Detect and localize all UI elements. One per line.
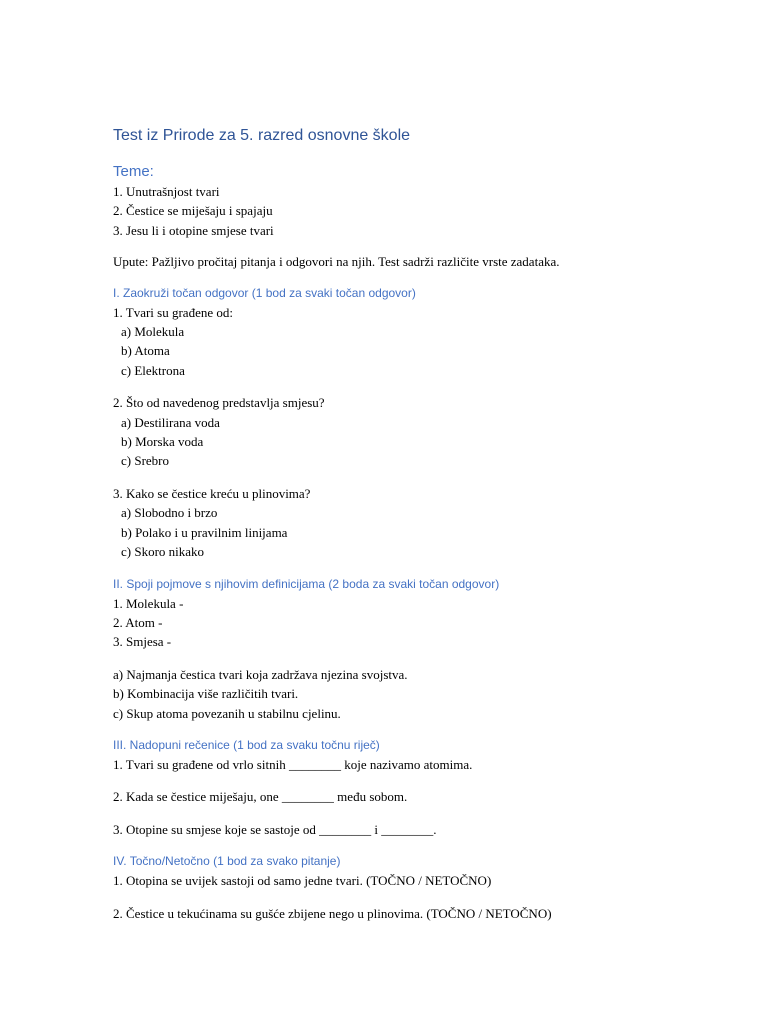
definition-item: c) Skup atoma povezanih u stabilnu cjelinu. (113, 705, 341, 721)
answer-option: c) Srebro (121, 453, 170, 469)
section-3-heading: III. Nadopuni rečenice (1 bod za svaku točnu riječ) (113, 737, 380, 752)
answer-option: c) Skoro nikako (121, 544, 205, 560)
topic-item: 2. Čestice se miješaju i spajaju (113, 203, 273, 219)
answer-option: a) Destilirana voda (121, 414, 220, 430)
fill-in-sentence: 2. Kada se čestice miješaju, one ________ među sobom. (113, 789, 408, 805)
section-2-heading: II. Spoji pojmove s njihovim definicijama (2 boda za svaki točan odgovor) (113, 576, 500, 591)
answer-option: b) Atoma (121, 343, 170, 359)
topics-heading: Teme: (113, 163, 154, 180)
question-text: 2. Što od navedenog predstavlja smjesu? (113, 395, 325, 411)
question-text: 3. Kako se čestice kreću u plinovima? (113, 485, 311, 501)
answer-option: b) Polako i u pravilnim linijama (121, 524, 288, 540)
question-text: 1. Tvari su građene od: (113, 304, 233, 320)
topics-list (113, 182, 673, 240)
term-item: 2. Atom - (113, 614, 163, 630)
true-false-statement: 2. Čestice u tekućinama su gušće zbijene nego u plinovima. (TOČNO / NETOČNO) (113, 905, 552, 921)
fill-in-sentence: 3. Otopine su smjese koje se sastoje od ________ i ________. (113, 821, 437, 837)
true-false-statement: 1. Otopina se uvijek sastoji od samo jedne tvari. (TOČNO / NETOČNO) (113, 873, 492, 889)
section-1-heading: I. Zaokruži točan odgovor (1 bod za svaki točan odgovor) (113, 285, 416, 300)
answer-option: c) Elektrona (121, 362, 185, 378)
document-page (113, 118, 673, 923)
document-title: Test iz Prirode za 5. razred osnovne škole (113, 127, 411, 144)
topic-item: 3. Jesu li i otopine smjese tvari (113, 222, 274, 238)
section-4-heading: IV. Točno/Netočno (1 bod za svako pitanje) (113, 854, 341, 869)
answer-option: a) Molekula (121, 324, 185, 340)
fill-in-sentence: 1. Tvari su građene od vrlo sitnih ________ koje nazivamo atomima. (113, 756, 473, 772)
term-item: 1. Molekula - (113, 595, 184, 611)
topic-item: 1. Unutrašnjost tvari (113, 184, 220, 199)
instructions-text: Upute: Pažljivo pročitaj pitanja i odgovori na njih. Test sadrži različite vrste zadataka. (113, 254, 560, 270)
answer-option: a) Slobodno i brzo (121, 505, 218, 521)
term-item: 3. Smjesa - (113, 634, 172, 650)
definition-item: a) Najmanja čestica tvari koja zadržava njezina svojstva. (113, 666, 408, 682)
definition-item: b) Kombinacija više različitih tvari. (113, 686, 299, 702)
answer-option: b) Morska voda (121, 434, 204, 450)
